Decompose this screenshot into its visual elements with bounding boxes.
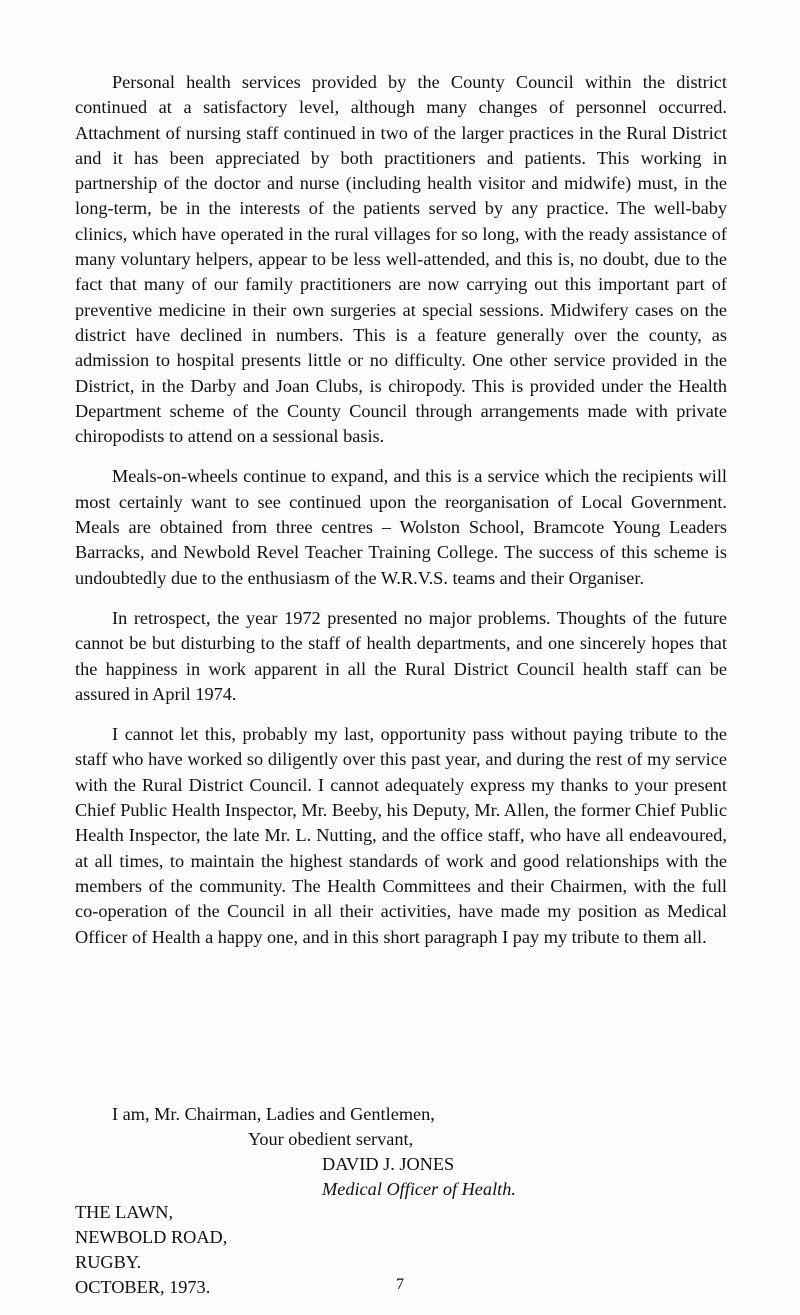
paragraph-tribute: I cannot let this, probably my last, opportunity pass without paying tribute to the staff who have worked so diligently over this past year, and during the rest of my service with the Rural District Council. I cannot adequately express my thanks to your present Chief Public Health Inspector, Mr. Beeby, his Deputy, Mr. Allen, the former Chief Public Health Inspector, the late Mr. L. Nutting, and the office staff, who have all endeavoured, at all times, to maintain the highest standards of work and good relationships with the members of the community. The Health Committees and their Chairmen, with the full co-operation of the Council in all their activities, have made my position as Medical Officer of Health a happy one, and in this short paragraph I pay my tribute to them all.	[75, 724, 727, 947]
paragraph-retrospect: In retrospect, the year 1972 presented no major problems. Thoughts of the future cannot be but disturbing to the staff of health departments, and one sincerely hopes that the happiness in work apparent in all the Rural District Council health staff can be assured in April 1974.	[75, 607, 727, 704]
document-body	[75, 70, 727, 950]
closing-valediction: Your obedient servant,	[248, 1129, 414, 1149]
address-line-3: RUGBY.	[75, 1252, 142, 1272]
paragraph-meals-on-wheels: Meals-on-wheels continue to expand, and this is a service which the recipients will most certainly want to see continued upon the reorganisation of Local Government. Meals are obtained from three centres – Wolston School, Bramcote Young Leaders Barracks, and Newbold Revel Teacher Training College. The success of this scheme is undoubtedly due to the enthusiasm of the W.R.V.S. teams and their Organiser.	[75, 466, 727, 588]
page-number: 7	[396, 1276, 404, 1293]
closing-salutation: I am, Mr. Chairman, Ladies and Gentlemen,	[112, 1104, 435, 1124]
paragraph-personal-health-services: Personal health services provided by the County Council within the district continued at a satisfactory level, although many changes of personnel occurred. Attachment of nursing staff continued in two of the larger practices in the Rural District and it has been appreciated by both practitioners and patients. This working in partnership of the doctor and nurse (including health visitor and midwife) must, in the long-term, be in the interests of the patients served by any practice. The well-baby clinics, which have operated in the rural villages for so long, with the ready assistance of many voluntary helpers, appear to be less well-attended, and this is, no doubt, due to the fact that many of our family practitioners are now carrying out this important part of preventive medicine in their own surgeries at special sessions. Midwifery cases on the district have declined in numbers. This is a feature generally over the county, as admission to hospital presents little or no difficulty. One other service provided in the District, in the Darby and Joan Clubs, is chiropody. This is provided under the Health Department scheme of the County Council through arrangements made with private chiropodists to attend on a sessional basis.	[75, 72, 727, 447]
signatory-title: Medical Officer of Health.	[322, 1179, 516, 1199]
address-line-2: NEWBOLD ROAD,	[75, 1227, 228, 1247]
signatory-name: DAVID J. JONES	[322, 1154, 455, 1174]
address-line-1: THE LAWN,	[75, 1202, 174, 1222]
address-date: OCTOBER, 1973.	[75, 1277, 211, 1297]
